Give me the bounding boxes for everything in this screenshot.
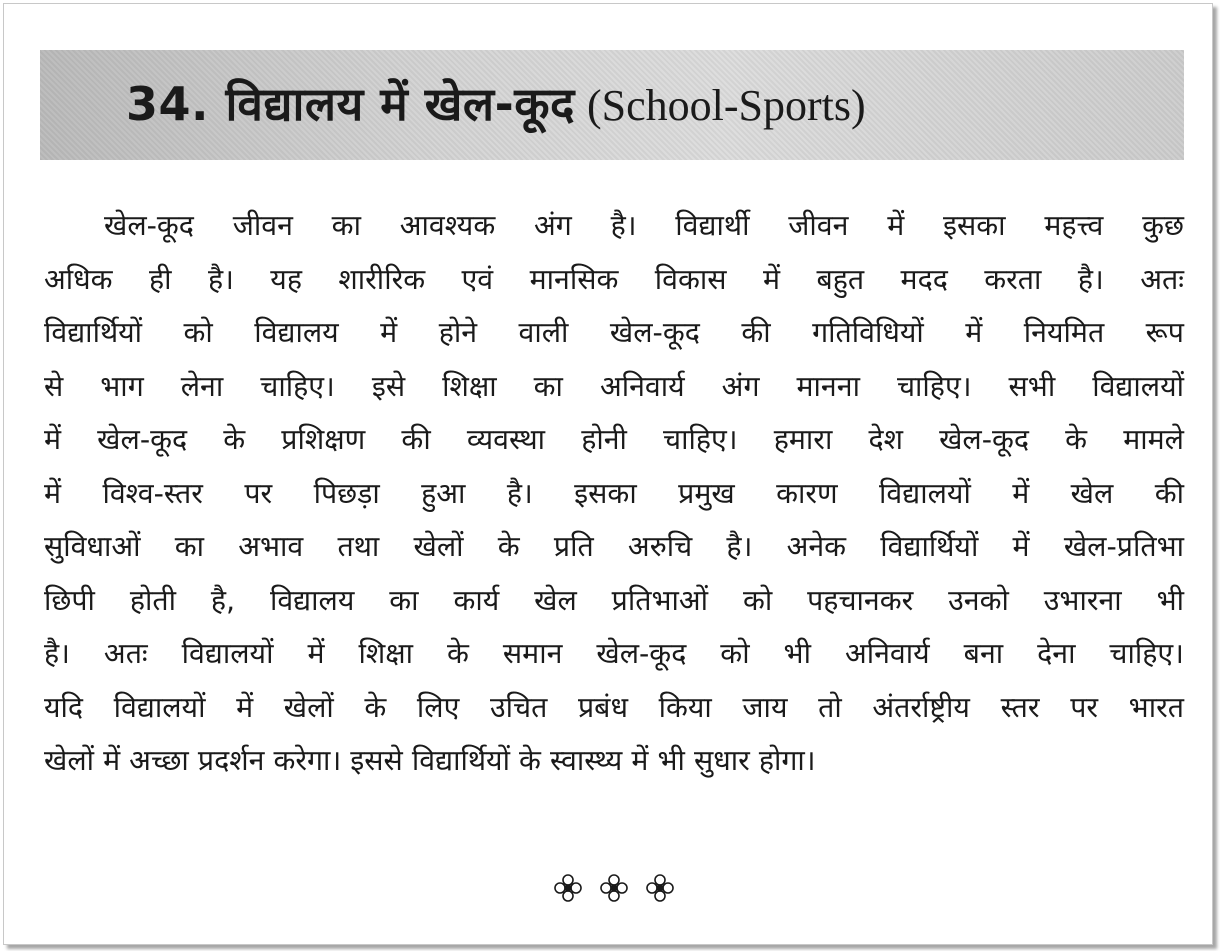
paragraph-line: विद्यार्थियों को विद्यालय में होने वाली खेल-कूद की गतिविधियों में नियमित रूप bbox=[44, 316, 1184, 349]
title-hindi: 34. विद्यालय में खेल-कूद bbox=[126, 77, 575, 131]
flower-ornament-icon bbox=[552, 872, 584, 904]
paragraph-line: खेल-कूद जीवन का आवश्यक अंग है। विद्यार्थी जीवन में इसका महत्त्व कुछ bbox=[104, 209, 1184, 242]
ornament-divider bbox=[552, 872, 676, 904]
paragraph-line: में खेल-कूद के प्रशिक्षण की व्यवस्था होनी चाहिए। हमारा देश खेल-कूद के मामले bbox=[44, 423, 1184, 456]
paragraph-line: में विश्व-स्तर पर पिछड़ा हुआ है। इसका प्रमुख कारण विद्यालयों में खेल की bbox=[44, 476, 1184, 510]
paragraph-line: छिपी होती है, विद्यालय का कार्य खेल प्रतिभाओं को पहचानकर उनको उभारना भी bbox=[44, 583, 1184, 617]
paragraph-line: यदि विद्यालयों में खेलों के लिए उचित प्रबंध किया जाय तो अंतर्राष्ट्रीय स्तर पर भारत bbox=[44, 690, 1184, 724]
paragraph-line: अधिक ही है। यह शारीरिक एवं मानसिक विकास में बहुत मदद करता है। अतः bbox=[44, 262, 1184, 296]
page-title bbox=[126, 72, 866, 134]
paragraph-line: सुविधाओं का अभाव तथा खेलों के प्रति अरुचि है। अनेक विद्यार्थियों में खेल-प्रतिभा bbox=[44, 530, 1184, 563]
title-banner bbox=[40, 50, 1184, 160]
paragraph-line: से भाग लेना चाहिए। इसे शिक्षा का अनिवार्य अंग मानना चाहिए। सभी विद्यालयों bbox=[44, 369, 1184, 403]
paragraph-line: है। अतः विद्यालयों में शिक्षा के समान खेल-कूद को भी अनिवार्य बना देना चाहिए। bbox=[44, 637, 1184, 670]
title-english: (School-Sports) bbox=[586, 81, 866, 130]
flower-ornament-icon bbox=[598, 872, 630, 904]
flower-ornament-icon bbox=[644, 872, 676, 904]
paragraph-line: खेलों में अच्छा प्रदर्शन करेगा। इससे विद्यार्थियों के स्वास्थ्य में भी सुधार होगा। bbox=[44, 744, 816, 777]
document-page bbox=[3, 3, 1213, 945]
essay-paragraph bbox=[44, 199, 1184, 788]
